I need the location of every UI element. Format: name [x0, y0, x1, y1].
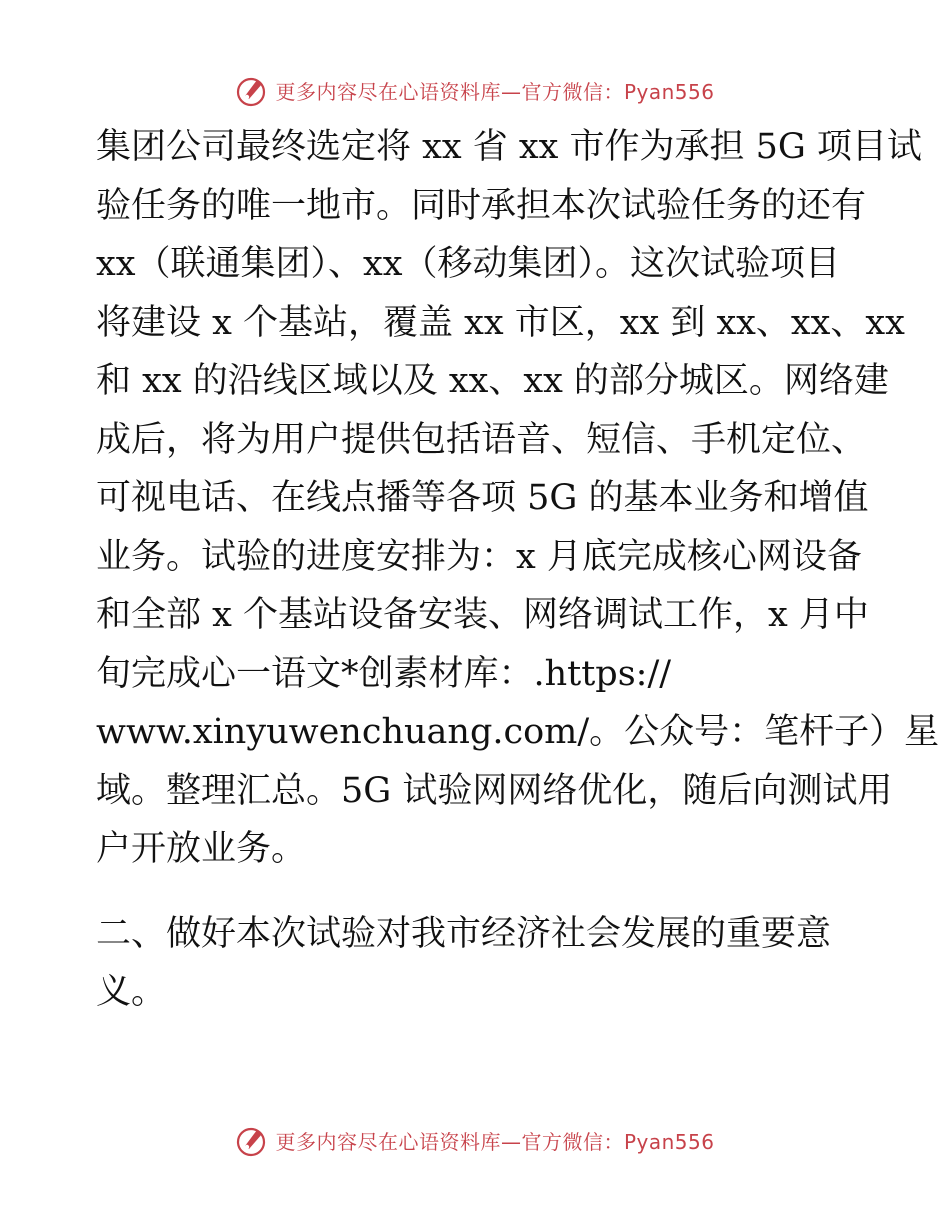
watermark-text: 更多内容尽在心语资料库—官方微信：Pyan556 — [275, 79, 715, 104]
body-line: xx（联通集团）、xx（移动集团）。这次试验项目 — [96, 244, 840, 284]
watermark-header — [0, 70, 950, 110]
body-line: www.xinyuwenchuang.com/。公众号：笔杆子）星 — [96, 712, 940, 752]
body-line: 将建设 x 个基站，覆盖 xx 市区，xx 到 xx、xx、xx — [96, 302, 905, 343]
watermark-footer — [0, 1120, 950, 1160]
pen-nib-circle-icon — [235, 72, 271, 108]
watermark-text: 更多内容尽在心语资料库—官方微信：Pyan556 — [275, 1129, 715, 1154]
body-line: 域。整理汇总。5G 试验网网络优化，随后向测试用 — [96, 770, 893, 811]
body-line: 成后，将为用户提供包括语音、短信、手机定位、 — [96, 419, 867, 460]
body-line: 可视电话、在线点播等各项 5G 的基本业务和增值 — [96, 478, 869, 518]
section-heading-line: 义。 — [96, 972, 167, 1012]
pen-nib-circle-icon — [235, 1122, 271, 1158]
body-line: 集团公司最终选定将 xx 省 xx 市作为承担 5G 项目试 — [96, 127, 922, 167]
body-line: 户开放业务。 — [96, 829, 307, 869]
body-line: 验任务的唯一地市。同时承担本次试验任务的还有 — [96, 185, 867, 226]
body-line: 旬完成心一语文*创素材库：.https:// — [96, 653, 672, 694]
body-line: 业务。试验的进度安排为：x 月底完成核心网设备 — [96, 536, 862, 577]
body-line: 和 xx 的沿线区域以及 xx、xx 的部分城区。网络建 — [96, 361, 889, 401]
document-body — [96, 118, 940, 1022]
body-line: 和全部 x 个基站设备安装、网络调试工作，x 月中 — [96, 595, 869, 635]
section-heading-line: 二、做好本次试验对我市经济社会发展的重要意 — [96, 913, 832, 954]
